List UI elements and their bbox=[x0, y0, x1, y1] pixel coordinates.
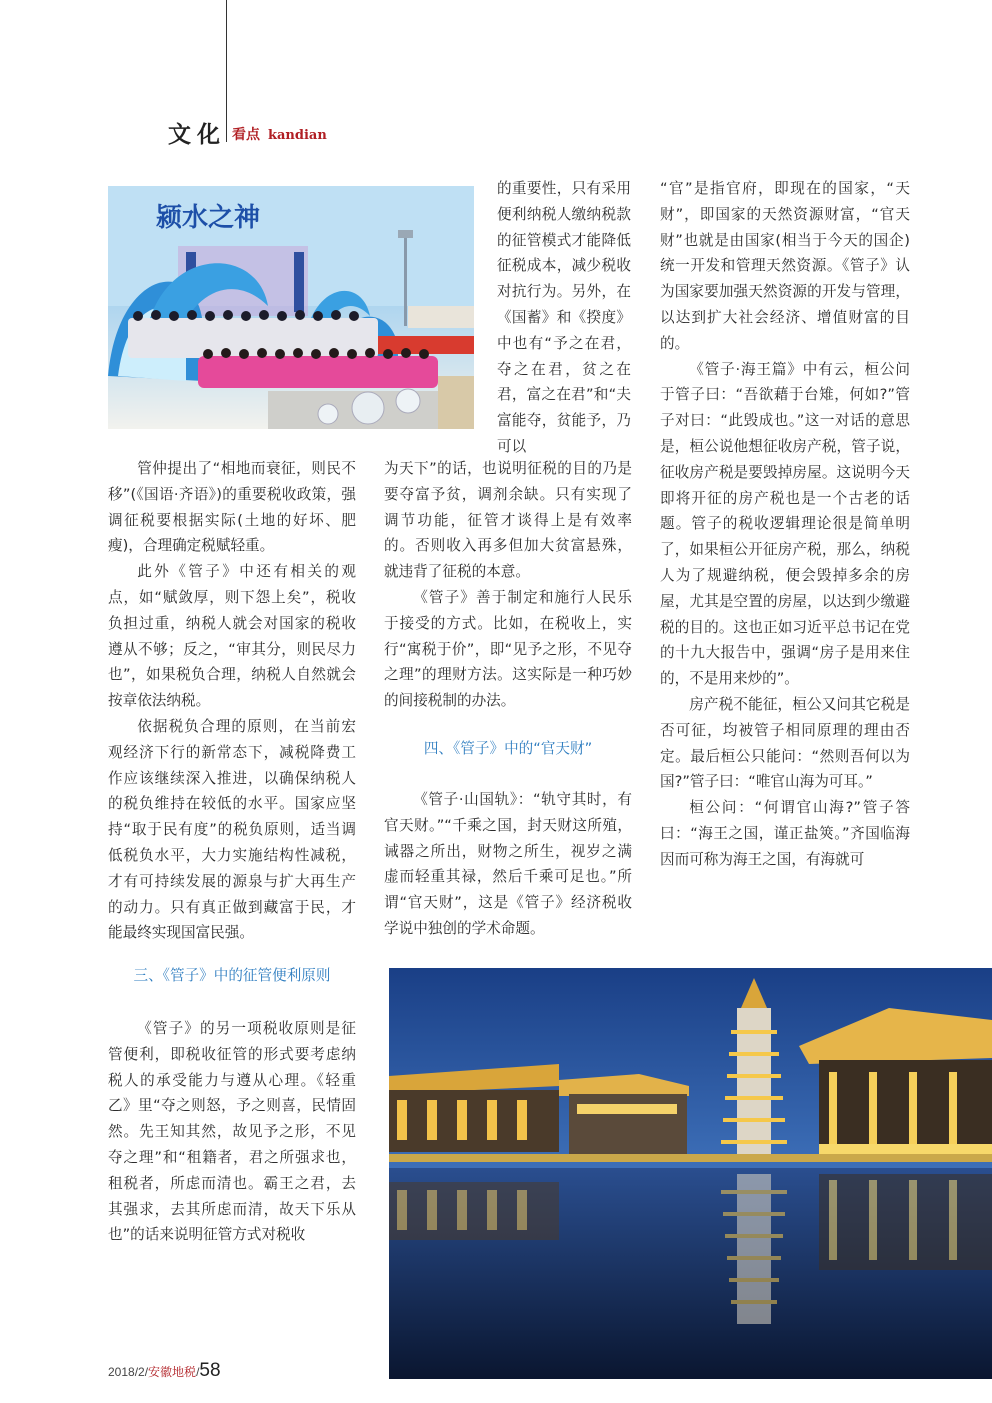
paragraph: 此外《管子》中还有相关的观点，如“赋敛厚，则下怨上矣”，税收负担过重，纳税人就会对国家的税收遵从不够；反之，“审其分，则民尽力也”，如果税负合理，纳税人自然就会按章依法纳税。 bbox=[108, 563, 356, 710]
header-rule bbox=[226, 0, 227, 142]
paragraph: 《管子》善于制定和施行人民乐于接受的方式。比如，在税收上，实行“寓税于价”，即“见予之形，不见夺之理”的理财方法。这实际是一种巧妙的间接税制的办法。 bbox=[384, 588, 632, 710]
night-pagoda-photo bbox=[389, 968, 992, 1379]
column1-bottom bbox=[108, 1016, 356, 1248]
paragraph: “官”是指官府，即现在的国家，“天财”，即国家的天然资源财富，“官天财”也就是由国家(相当于今天的国企)统一开发和管理天然资源。《管子》认为国家要加强天然资源的开发与管理，以达到扩大社会经济、增值财富的目的。 bbox=[660, 180, 910, 352]
paragraph: 桓公问：“何谓官山海?”管子答曰：“海王之国，谨正盐筴。”齐国临海因而可称为海王之国，有海就可 bbox=[660, 799, 910, 868]
paragraph: 依据税负合理的原则，在当前宏观经济下行的新常态下，减税降费工作应该继续深入推进，以确保纳税人的税负维持在较低的水平。国家应坚持“取于民有度”的税负原则，适当调低税负水平，大力实施结构性减税，才有可持续发展的源泉与扩大再生产的动力。只有真正做到藏富于民，才能最终实现国富民强。 bbox=[108, 717, 356, 942]
paragraph: 的重要性，只有采用便利纳税人缴纳税款的征管模式才能降低征税成本，减少税收对抗行为。另外，在《国蓄》和《揆度》中也有“予之在君，夺之在君，贫之在君，富之在君”和“夫富能夺，贫能予，乃可以 bbox=[497, 180, 631, 455]
festival-sign: 颍水之神 bbox=[156, 203, 261, 233]
paragraph: 房产税不能征，桓公又问其它税是否可征，均被管子相同原理的理由否定。最后桓公只能问：“然则吾何以为国?”管子曰：“唯官山海为可耳。” bbox=[660, 695, 910, 791]
paragraph: 管仲提出了“相地而衰征，则民不移”(《国语·齐语》)的重要税收政策，强调征税要根据实际(土地的好坏、肥瘦)，合理确定税赋轻重。 bbox=[108, 460, 356, 555]
section4-heading-wrap bbox=[384, 736, 632, 762]
section-subtitle bbox=[232, 124, 327, 144]
festival-photo bbox=[108, 186, 474, 429]
column1-top bbox=[108, 456, 356, 946]
column2-tail bbox=[384, 787, 632, 942]
magazine-name: 安徽地税 bbox=[148, 1365, 197, 1379]
subtitle-cn: 看点 bbox=[232, 127, 260, 143]
paragraph: 《管子·海王篇》中有云，桓公问于管子曰：“吾欲藉于台雉，何如?”管子对曰：“此毁成也。”这一对话的意思是，桓公说他想征收房产税，管子说，征收房产税是要毁掉房屋。这说明今天即将开征的房产税也是一个古老的话题。管子的税收逻辑理论很是简单明了，如果桓公开征房产税，那么，纳税人为了规避纳税，便会毁掉多余的房屋，尤其是空置的房屋，以达到少缴避税的目的。这也正如习近平总书记在党的十九大报告中，强调“房子是用来住的，不是用来炒的”。 bbox=[660, 360, 910, 688]
section3-heading: 三、《管子》中的征管便利原则 bbox=[133, 967, 331, 984]
subtitle-en: kandian bbox=[268, 128, 327, 143]
paragraph: 《管子》的另一项税收原则是征管便利，即税收征管的形式要考虑纳税人的承受能力与遵从心理。《轻重乙》里“夺之则怒，予之则喜，民情固然。先王知其然，故见予之形，不见夺之理”和“租籍者，君之所强求也，租税者，所虑而清也。霸王之君，去其强求，去其所虑而清，故天下乐从也”的话来说明征管方式对税收 bbox=[108, 1020, 356, 1244]
paragraph: 为天下”的话，也说明征税的目的乃是要夺富予贫，调剂余缺。只有实现了调节功能，征管才谈得上是有效率的。否则收入再多但加大贫富悬殊，就违背了征税的本意。 bbox=[384, 460, 632, 581]
issue-date: 2018/2/ bbox=[108, 1365, 149, 1379]
column3 bbox=[660, 176, 910, 873]
page-footer: 2018/2/安徽地税/58 bbox=[108, 1360, 221, 1381]
section3-heading-wrap bbox=[108, 963, 356, 989]
column2-beside-photo bbox=[497, 176, 631, 460]
page-number: 58 bbox=[199, 1360, 221, 1381]
section-title: 文化 bbox=[168, 121, 226, 148]
column2-main bbox=[384, 456, 632, 714]
section4-heading: 四、《管子》中的“官天财” bbox=[423, 740, 593, 757]
paragraph: 《管子·山国轨》：“轨守其时，有官天财。”“千乘之国，封天财这所殖，诫器之所出，财物之所生，视岁之满虚而轻重其禄，然后千乘可足也。”所谓“官天财”，这是《管子》经济税收学说中独创的学术命题。 bbox=[384, 791, 632, 937]
